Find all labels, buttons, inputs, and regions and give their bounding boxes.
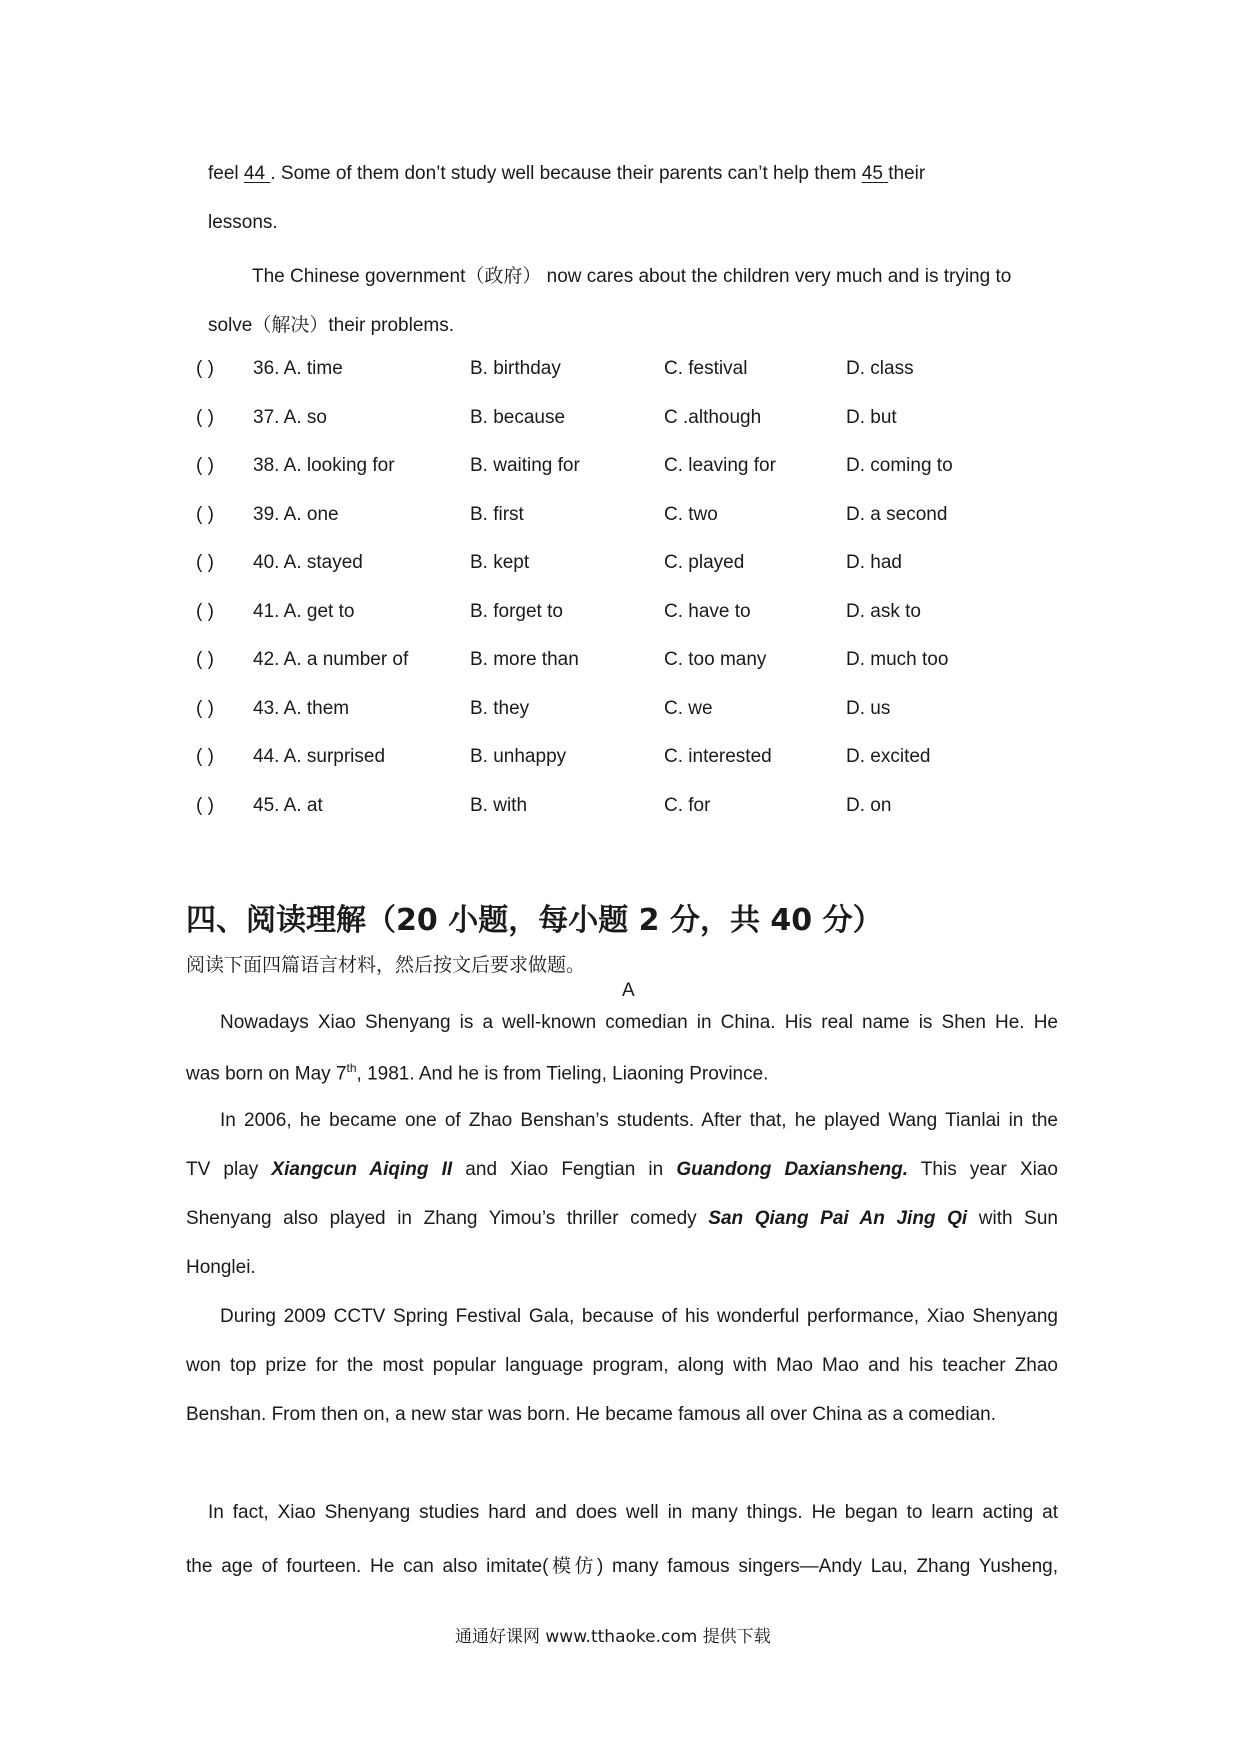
question-number-and-option-a [253,504,339,526]
option-a: A. them [283,698,350,719]
question-number: 44. [253,746,280,767]
option-c: C. interested [664,746,772,767]
option-d: D. but [846,407,897,428]
option-c: C. have to [664,601,751,622]
cloze-line-3: The Chinese government（政府） now cares about the children very much and is trying to [252,266,1012,287]
question-number: 42. [253,649,280,670]
question-number-and-option-a [253,795,323,817]
option-b: B. because [470,407,566,428]
passage-line: won top prize for the most popular language program, along with Mao Mao and his teacher Zhao [186,1355,1058,1376]
question-number: 43. [253,698,280,719]
blank-44: 44 [243,163,271,184]
question-number: 39. [253,504,280,525]
option-d: D. a second [846,504,948,525]
question-number-and-option-a [253,455,395,477]
question-number-and-option-a [253,649,408,671]
option-a: A. surprised [283,746,386,767]
question-number: 45. [253,795,280,816]
option-c: C. leaving for [664,455,776,476]
cloze-text: . Some of them don’t study well because their parents can’t help them [270,163,862,184]
option-c: C .although [664,407,762,428]
cloze-line-1 [208,163,925,185]
question-number-and-option-a [253,601,354,623]
option-a: A. get to [283,601,355,622]
answer-blank[interactable]: ( ) [196,795,214,816]
answer-blank[interactable]: ( ) [196,698,214,719]
option-d: D. had [846,552,902,573]
option-d: D. coming to [846,455,953,476]
passage-line: the age of fourteen. He can also imitate(模仿) many famous singers—Andy Lau, Zhang Yusheng, [186,1556,1058,1577]
question-number: 38. [253,455,280,476]
cloze-line-2: lessons. [208,212,278,233]
option-a: A. at [283,795,323,816]
blank-45: 45 [861,163,889,184]
section-title: 四、阅读理解（20 小题，每小题 2 分，共 40 分） [186,903,883,938]
option-b: B. first [470,504,524,525]
option-d: D. excited [846,746,931,767]
page-footer: 通通好课网 www.tthaoke.com 提供下载 [455,1627,771,1647]
answer-blank[interactable]: ( ) [196,746,214,767]
passage-text: , 1981. And he is from Tieling, Liaoning Province. [356,1063,769,1085]
option-d: D. on [846,795,892,816]
option-b: B. kept [470,552,530,573]
question-number-and-option-a [253,552,363,574]
option-d: D. us [846,698,891,719]
passage-line: Benshan. From then on, a new star was born. He became famous all over China as a comedian. [186,1404,997,1425]
option-a: A. so [283,407,327,428]
question-number-and-option-a [253,698,349,720]
option-b: B. forget to [470,601,563,622]
cloze-text: their [888,163,926,184]
question-number-and-option-a [253,407,327,429]
option-b: B. waiting for [470,455,580,476]
option-b: B. birthday [470,358,561,379]
passage-line: In 2006, he became one of Zhao Benshan’s students. After that, he played Wang Tianlai in the [220,1110,1058,1131]
cloze-line-4: solve（解决）their problems. [208,315,455,336]
passage-text: was born on May 7 [186,1063,347,1085]
option-a: A. a number of [283,649,409,670]
cloze-text: feel [208,163,244,184]
question-number: 36. [253,358,280,379]
answer-blank[interactable]: ( ) [196,552,214,573]
tv-play-title: Guandong Daxiansheng. [676,1159,909,1180]
passage-line: Honglei. [186,1257,256,1278]
film-title: San Qiang Pai An Jing Qi [708,1208,968,1229]
tv-play-title: Xiangcun Aiqing II [271,1159,453,1180]
passage-line: During 2009 CCTV Spring Festival Gala, because of his wonderful performance, Xiao Shenyang [220,1306,1058,1327]
question-number-and-option-a [253,746,385,768]
option-a: A. stayed [283,552,363,573]
answer-blank[interactable]: ( ) [196,649,214,670]
option-b: B. they [470,698,530,719]
passage-line [186,1208,1058,1230]
option-a: A. time [283,358,343,379]
option-b: B. with [470,795,528,816]
answer-blank[interactable]: ( ) [196,455,214,476]
passage-line [186,1061,768,1085]
option-c: C. two [664,504,718,525]
passage-line: In fact, Xiao Shenyang studies hard and does well in many things. He began to learn acting at [208,1502,1058,1523]
option-c: C. played [664,552,745,573]
passage-label: A [622,980,635,1001]
option-b: B. more than [470,649,579,670]
passage-text: TV play [186,1159,272,1180]
passage-text: and Xiao Fengtian in [452,1159,677,1180]
question-number: 41. [253,601,280,622]
answer-blank[interactable]: ( ) [196,407,214,428]
answer-blank[interactable]: ( ) [196,358,214,379]
passage-text: This year Xiao [908,1159,1058,1180]
answer-blank[interactable]: ( ) [196,601,214,622]
option-c: C. we [664,698,713,719]
passage-text: Shenyang also played in Zhang Yimou’s thriller comedy [186,1208,709,1229]
option-d: D. ask to [846,601,921,622]
answer-blank[interactable]: ( ) [196,504,214,525]
passage-line [186,1159,1058,1181]
option-c: C. for [664,795,711,816]
passage-text: with Sun [967,1208,1058,1229]
option-a: A. looking for [283,455,395,476]
question-number-and-option-a [253,358,343,380]
question-number: 40. [253,552,280,573]
option-c: C. festival [664,358,748,379]
option-d: D. much too [846,649,949,670]
option-d: D. class [846,358,914,379]
question-number: 37. [253,407,280,428]
section-instruction: 阅读下面四篇语言材料，然后按文后要求做题。 [186,954,586,976]
option-b: B. unhappy [470,746,567,767]
option-c: C. too many [664,649,767,670]
passage-line: Nowadays Xiao Shenyang is a well-known comedian in China. His real name is Shen He. He [220,1012,1058,1033]
ordinal-suffix: th [346,1061,357,1075]
option-a: A. one [283,504,339,525]
